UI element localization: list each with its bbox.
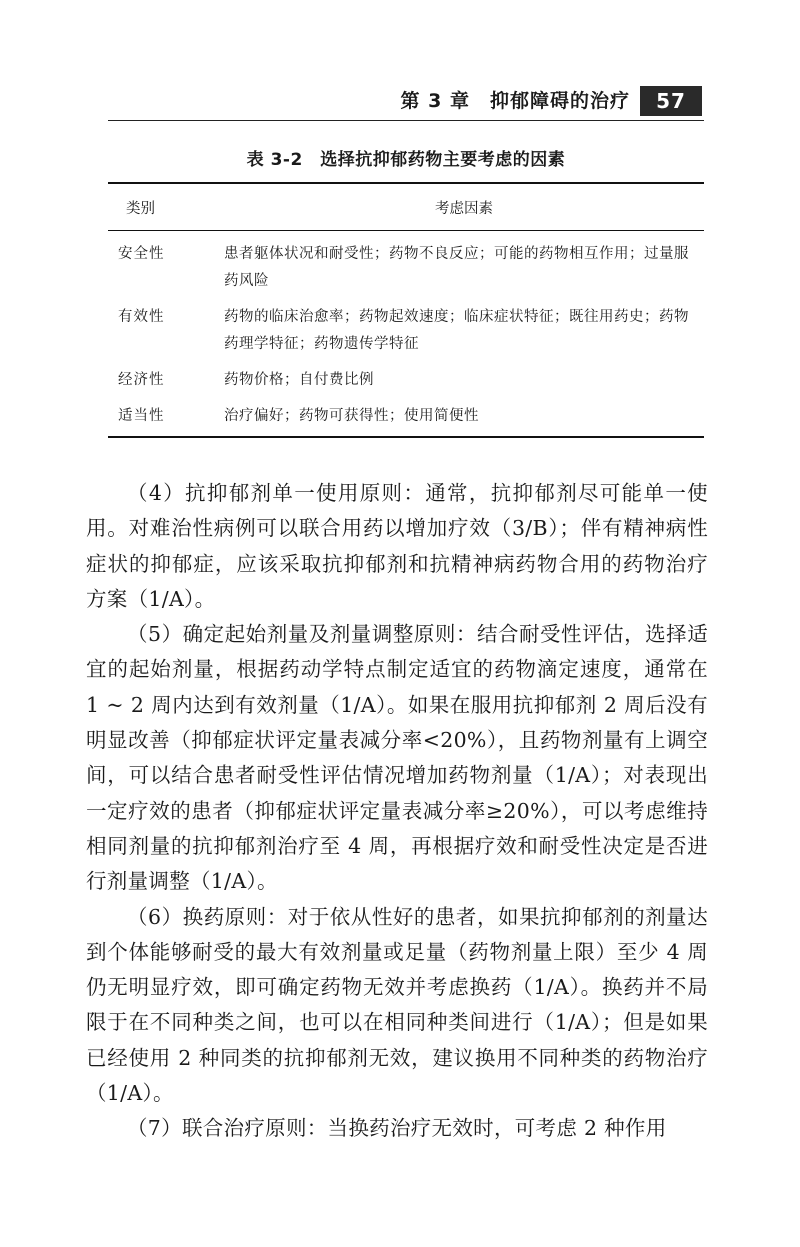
column-header-category: 类别 [108, 183, 224, 231]
running-header [108, 86, 704, 121]
table-row [108, 367, 704, 403]
paragraph-7: （7）联合治疗原则：当换药治疗无效时，可考虑 2 种作用 [127, 1116, 667, 1141]
paragraph-5: （5）确定起始剂量及剂量调整原则：结合耐受性评估，选择适宜的起始剂量，根据药动学特点制定适宜的药物滴定速度，通常在 1 ~ 2 周内达到有效剂量（1/A）。如果在服用抗抑郁剂 2 周后没有明显改善（抑郁症状评定量表减分率<20%），且药物剂量有上调空间，可以结合患者耐受性评估情况增加药物剂量（1/A）；对表现出一定疗效的患者（抑郁症状评定量表减分率≥20%），可以考虑维持相同剂量的抗抑郁剂治疗至 4 周，再根据疗效和耐受性决定是否进行剂量调整（1/A）。 [86, 622, 708, 894]
row-factors: 药物的临床治愈率；药物起效速度；临床症状特征；既往用药史；药物药理学特征；药物遗传学特征 [224, 309, 689, 352]
row-factors: 药物价格；自付费比例 [224, 372, 374, 388]
table-row [108, 231, 704, 305]
paragraph-4: （4）抗抑郁剂单一使用原则：通常，抗抑郁剂尽可能单一使用。对难治性病例可以联合用药以增加疗效（3/B）；伴有精神病性症状的抑郁症，应该采取抗抑郁剂和抗精神病药物合用的药物治疗方案（1/A）。 [86, 481, 708, 611]
factors-table [108, 182, 704, 438]
paragraph-6: （6）换药原则：对于依从性好的患者，如果抗抑郁剂的剂量达到个体能够耐受的最大有效剂量或足量（药物剂量上限）至少 4 周仍无明显疗效，即可确定药物无效并考虑换药（1/A）。换药并不局限于在不同种类之间，也可以在相同种类间进行（1/A）；但是如果已经使用 2 种同类的抗抑郁剂无效，建议换用不同种类的药物治疗（1/A）。 [86, 904, 708, 1106]
row-category: 安全性 [118, 246, 165, 262]
table-caption: 表 3-2 选择抗抑郁药物主要考虑的因素 [246, 150, 566, 170]
page-number: 57 [640, 86, 702, 116]
body-text [86, 476, 708, 1147]
table-header-row [108, 183, 704, 231]
table-row [108, 403, 704, 437]
row-category: 适当性 [108, 403, 224, 437]
row-category: 有效性 [118, 309, 165, 325]
column-header-factors: 考虑因素 [224, 183, 704, 231]
row-factors: 患者躯体状况和耐受性；药物不良反应；可能的药物相互作用；过量服药风险 [224, 246, 689, 289]
row-factors: 治疗偏好；药物可获得性；使用简便性 [224, 403, 704, 437]
table-row [108, 304, 704, 367]
chapter-title: 第 3 章 抑郁障碍的治疗 [400, 90, 630, 112]
row-category: 经济性 [118, 372, 165, 388]
